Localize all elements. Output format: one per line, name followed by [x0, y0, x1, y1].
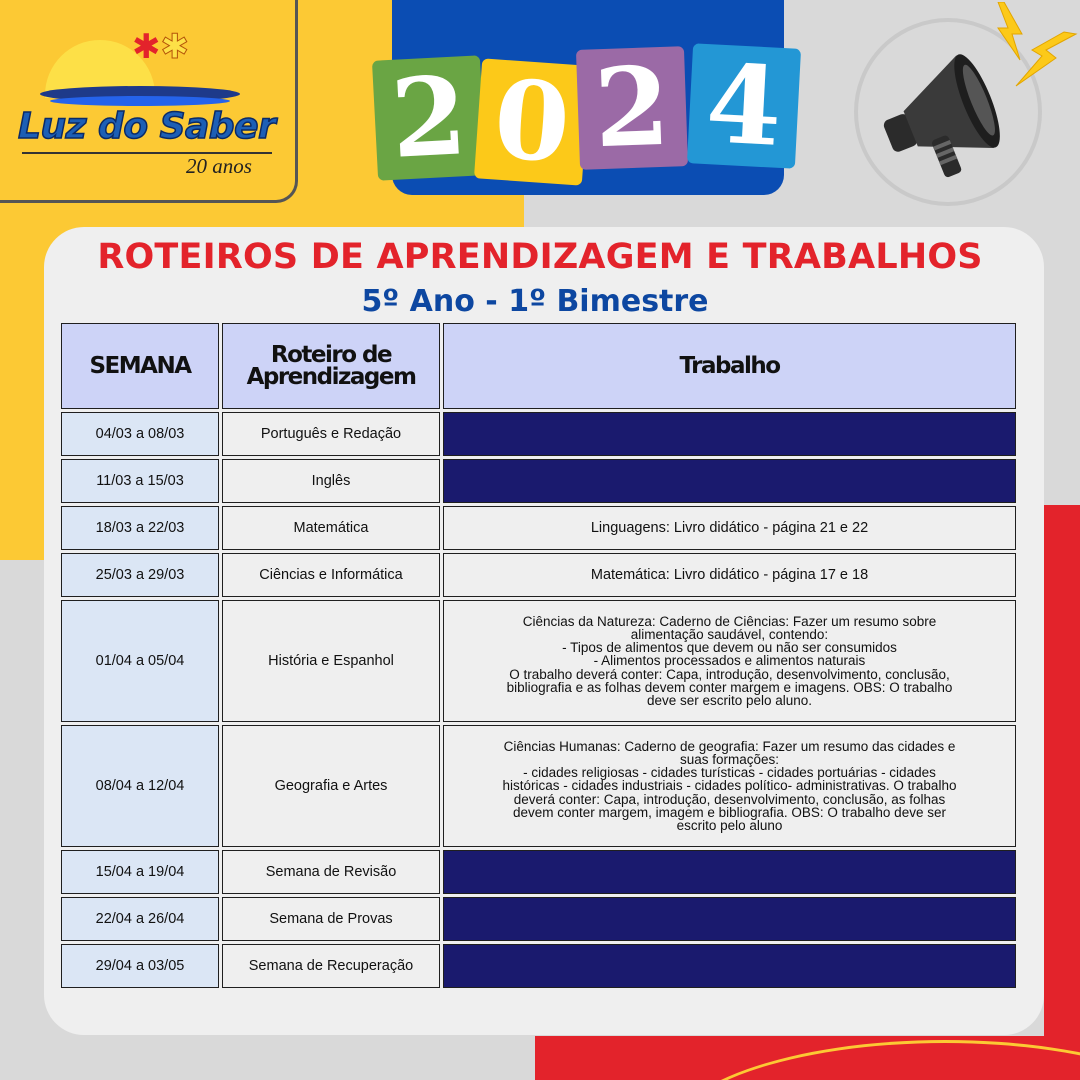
table-cell-roteiro: História e Espanhol [222, 600, 440, 722]
table-cell-trabalho: Matemática: Livro didático - página 17 e 18 [443, 553, 1016, 597]
year-digit: 2 [576, 46, 688, 170]
table-cell-semana: 04/03 a 08/03 [61, 412, 219, 456]
table-cell-roteiro: Ciências e Informática [222, 553, 440, 597]
table-cell-roteiro: Geografia e Artes [222, 725, 440, 847]
logo-name: Luz do Saber [18, 106, 276, 147]
table-cell-semana: 22/04 a 26/04 [61, 897, 219, 941]
table-cell-semana: 15/04 a 19/04 [61, 850, 219, 894]
trabalho-line: - Alimentos processados e alimentos naturais [593, 653, 866, 669]
table-cell-trabalho-empty [443, 850, 1016, 894]
column-header-semana: SEMANA [61, 323, 219, 409]
column-header-roteiro: Roteiro de Aprendizagem [222, 323, 440, 409]
table-cell-trabalho-empty [443, 944, 1016, 988]
table-cell-semana: 18/03 a 22/03 [61, 506, 219, 550]
trabalho-line: - cidades religiosas - cidades turísticas - cidades portuárias - cidades [523, 765, 936, 781]
trabalho-line: bibliografia e as folhas devem conter margem e imagens. OBS: O trabalho [506, 679, 953, 695]
table-cell-trabalho-empty [443, 459, 1016, 503]
logo-children-icon: ✱✱ [132, 28, 189, 66]
table-cell-roteiro: Semana de Recuperação [222, 944, 440, 988]
table-cell-trabalho [443, 725, 1016, 847]
trabalho-line: O trabalho deverá conter: Capa, introdução, desenvolvimento, conclusão, [509, 666, 950, 682]
table-cell-semana: 08/04 a 12/04 [61, 725, 219, 847]
table-cell-semana: 29/04 a 03/05 [61, 944, 219, 988]
trabalho-line: escrito pelo aluno [676, 818, 783, 833]
year-digit: 2 [372, 55, 486, 180]
table-cell-roteiro: Português e Redação [222, 412, 440, 456]
table-cell-roteiro: Matemática [222, 506, 440, 550]
lightning-bolt-icon [1012, 30, 1078, 90]
table-cell-semana: 11/03 a 15/03 [61, 459, 219, 503]
trabalho-line: históricas - cidades industriais - cidades político- administrativas. O trabalho [502, 778, 957, 794]
trabalho-line: deverá conter: Capa, introdução, desenvolvimento, conclusão, as folhas [513, 791, 946, 807]
column-header-trabalho: Trabalho [443, 323, 1016, 409]
page-subtitle: 5º Ano - 1º Bimestre [361, 284, 709, 319]
background-red-block [1044, 505, 1080, 1080]
table-cell-semana: 25/03 a 29/03 [61, 553, 219, 597]
table-cell-roteiro: Semana de Revisão [222, 850, 440, 894]
logo-tagline: 20 anos [186, 154, 252, 178]
table-cell-trabalho-empty [443, 412, 1016, 456]
page-title: ROTEIROS DE APRENDIZAGEM E TRABALHOS [97, 237, 983, 277]
trabalho-line: alimentação saudável, contendo: [630, 626, 829, 642]
trabalho-line: devem conter margem, imagem e bibliografia. OBS: O trabalho deve ser [513, 804, 946, 820]
table-cell-trabalho-empty [443, 897, 1016, 941]
table-cell-semana: 01/04 a 05/04 [61, 600, 219, 722]
trabalho-line: deve ser escrito pelo aluno. [646, 693, 813, 708]
table-cell-roteiro: Inglês [222, 459, 440, 503]
trabalho-line: suas formações: [679, 751, 780, 767]
table-cell-trabalho [443, 600, 1016, 722]
trabalho-line: - Tipos de alimentos que devem ou não ser consumidos [562, 640, 897, 656]
trabalho-line: Ciências Humanas: Caderno de geografia: Fazer um resumo das cidades e [503, 738, 956, 754]
year-digit: 0 [474, 58, 590, 185]
logo-wave-light [50, 96, 230, 106]
trabalho-line: Ciências da Natureza: Caderno de Ciências: Fazer um resumo sobre [522, 613, 937, 629]
year-digit: 4 [687, 43, 801, 168]
table-cell-trabalho: Linguagens: Livro didático - página 21 e 22 [443, 506, 1016, 550]
table-cell-roteiro: Semana de Provas [222, 897, 440, 941]
